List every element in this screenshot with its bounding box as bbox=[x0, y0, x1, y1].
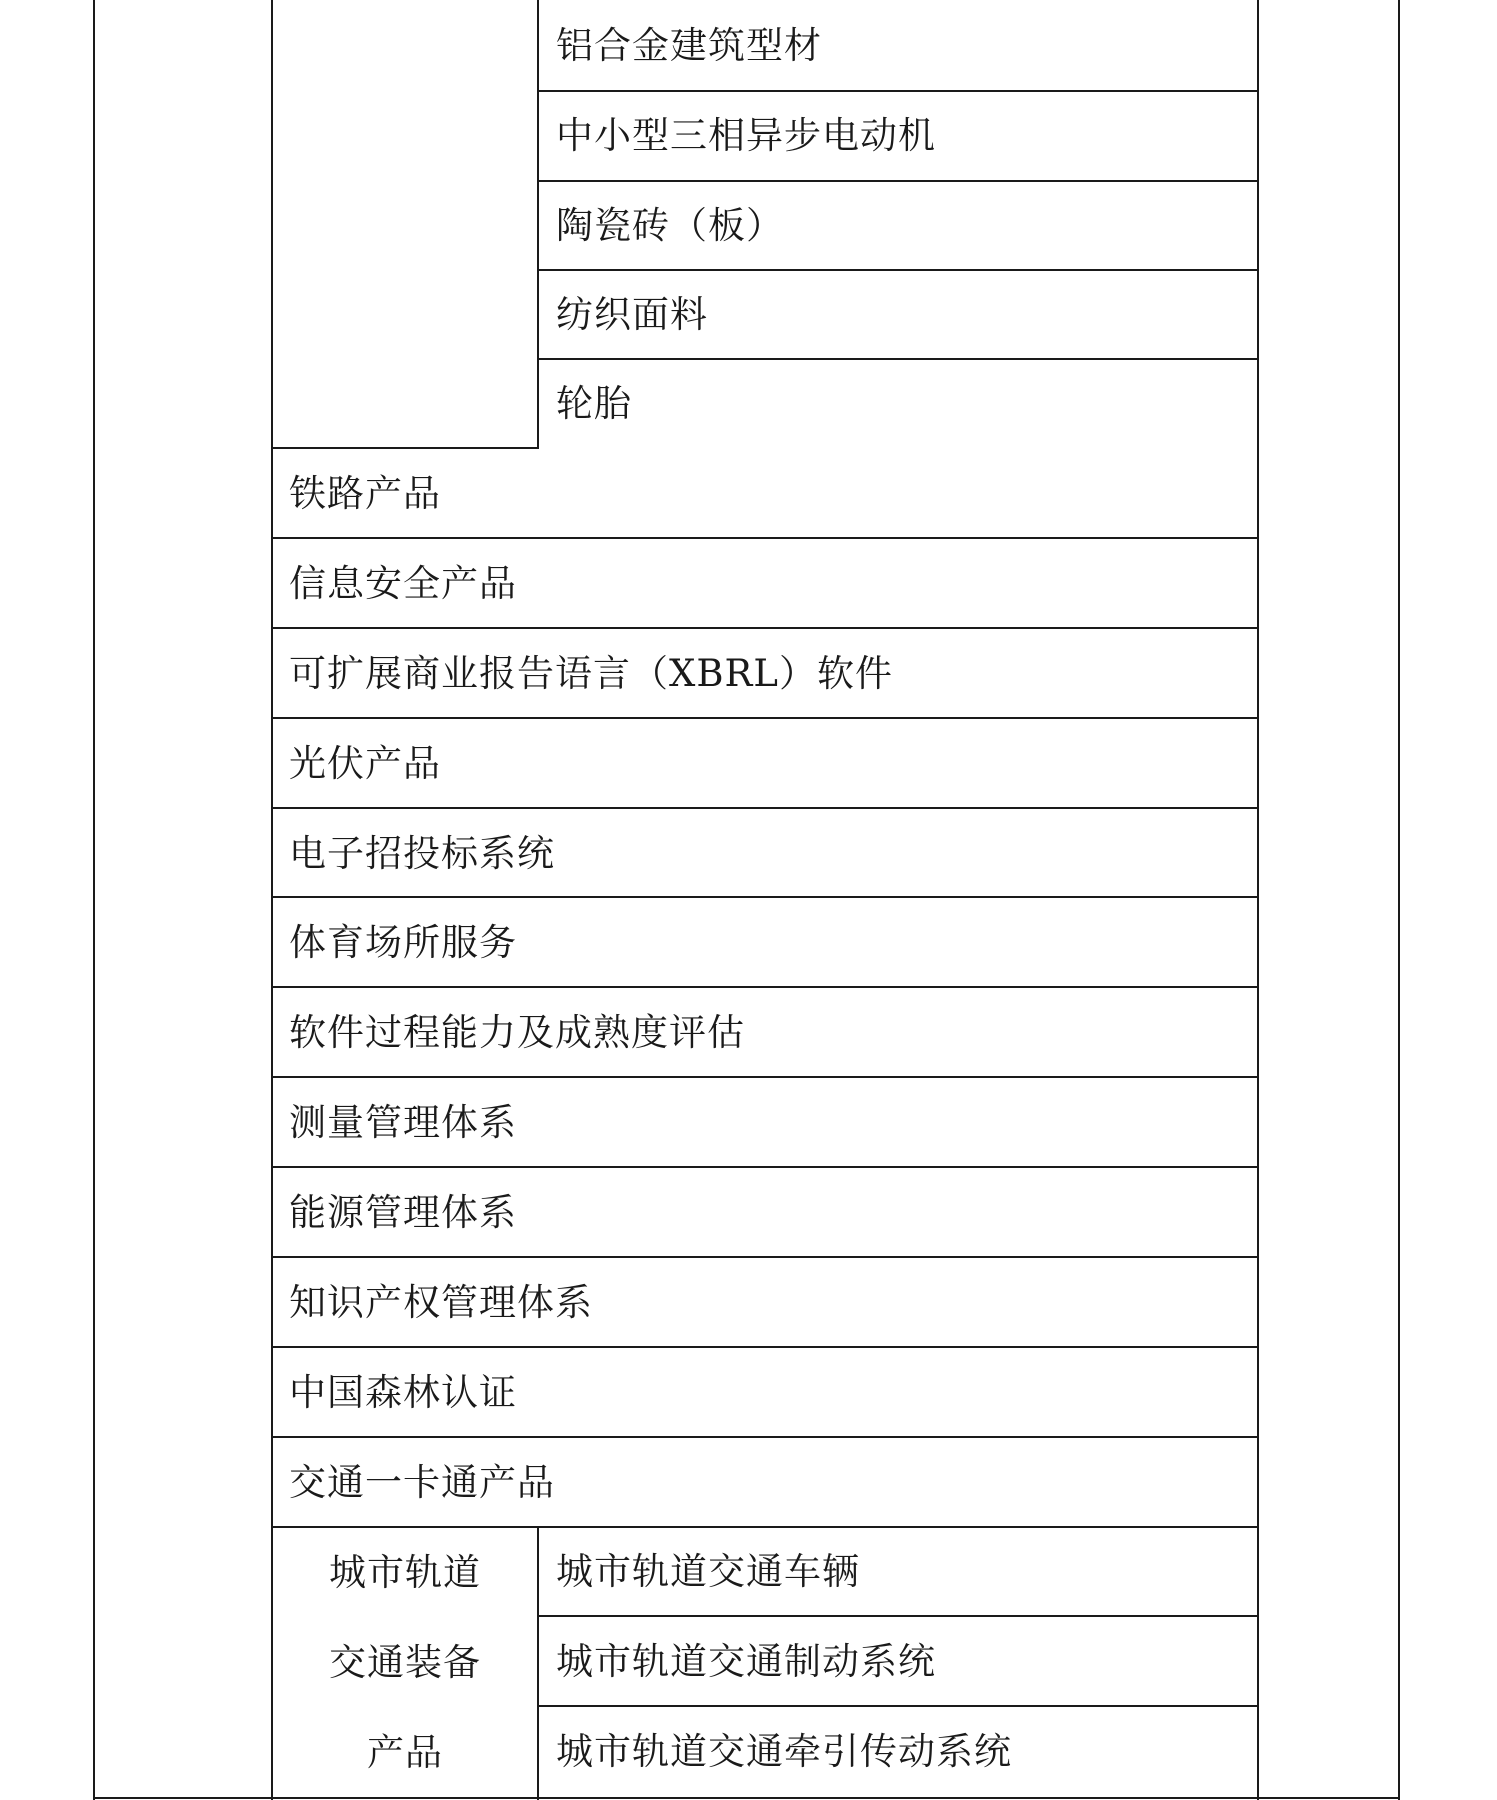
outer-left-border bbox=[93, 0, 95, 1800]
item-measurement-mgmt: 测量管理体系 bbox=[289, 1101, 517, 1144]
item-urban-rail-vehicles: 城市轨道交通车辆 bbox=[556, 1550, 860, 1593]
item-info-security: 信息安全产品 bbox=[289, 562, 517, 605]
row-line bbox=[271, 896, 1259, 898]
item-e-bidding: 电子招投标系统 bbox=[289, 832, 555, 875]
item-sports-venue: 体育场所服务 bbox=[289, 921, 517, 964]
row-line bbox=[271, 986, 1259, 988]
item-urban-rail-traction: 城市轨道交通牵引传动系统 bbox=[556, 1730, 1012, 1773]
item-ceramic-tiles: 陶瓷砖（板） bbox=[556, 204, 784, 247]
row-line bbox=[537, 1705, 1259, 1707]
row-line bbox=[271, 1256, 1259, 1258]
row-line bbox=[271, 1166, 1259, 1168]
row-line bbox=[537, 90, 1259, 92]
category-line: 城市轨道 bbox=[329, 1550, 481, 1594]
row-line bbox=[271, 627, 1259, 629]
category-line: 交通装备 bbox=[329, 1640, 481, 1684]
row-line bbox=[271, 717, 1259, 719]
item-forest-cert: 中国森林认证 bbox=[289, 1371, 517, 1414]
row-line bbox=[537, 269, 1259, 271]
row-line bbox=[271, 447, 539, 449]
item-urban-rail-braking: 城市轨道交通制动系统 bbox=[556, 1640, 936, 1683]
item-aluminum-profiles: 铝合金建筑型材 bbox=[556, 24, 822, 67]
outer-right-border bbox=[1398, 0, 1400, 1800]
row-line bbox=[537, 180, 1259, 182]
item-xbrl: 可扩展商业报告语言（XBRL）软件 bbox=[289, 652, 893, 695]
item-motors: 中小型三相异步电动机 bbox=[556, 114, 936, 157]
category-line: 产品 bbox=[367, 1731, 443, 1775]
row-line bbox=[271, 1436, 1259, 1438]
item-ip-mgmt: 知识产权管理体系 bbox=[289, 1281, 593, 1324]
row-line bbox=[271, 537, 1259, 539]
item-textiles: 纺织面料 bbox=[556, 293, 708, 336]
row-line bbox=[271, 1076, 1259, 1078]
row-line bbox=[537, 358, 1259, 360]
subitem-divider-top bbox=[537, 0, 539, 448]
row-line bbox=[271, 1346, 1259, 1348]
item-transit-card: 交通一卡通产品 bbox=[289, 1461, 555, 1504]
item-photovoltaic: 光伏产品 bbox=[289, 742, 441, 785]
row-line bbox=[537, 1615, 1259, 1617]
item-railway: 铁路产品 bbox=[289, 472, 441, 515]
item-software-process: 软件过程能力及成熟度评估 bbox=[289, 1011, 745, 1054]
item-energy-mgmt: 能源管理体系 bbox=[289, 1191, 517, 1234]
category-urban-rail bbox=[272, 1527, 538, 1798]
row-line bbox=[271, 807, 1259, 809]
item-tyres: 轮胎 bbox=[556, 382, 632, 425]
